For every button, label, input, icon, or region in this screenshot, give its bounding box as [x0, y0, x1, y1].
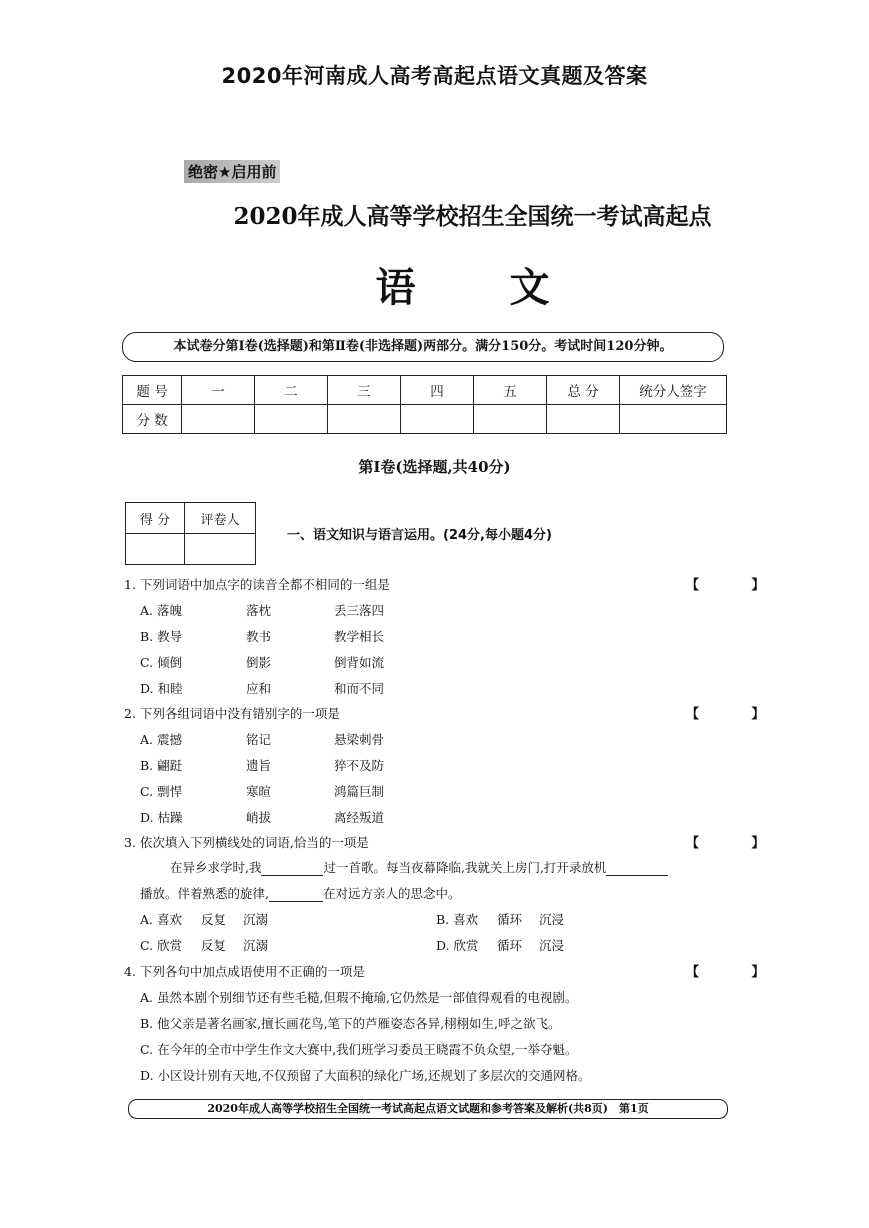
score-table-header-row: [123, 376, 727, 405]
q3-option-c-word1: C. 欣赏: [140, 938, 183, 953]
score-cell: 总 分: [547, 376, 620, 405]
score-cell: 题 号: [123, 376, 182, 405]
exam-notice: 本试卷分第Ⅰ卷(选择题)和第Ⅱ卷(非选择题)两部分。满分150分。考试时间120分钟。: [122, 332, 724, 362]
q3-option-d-word3: 沉浸: [539, 938, 565, 953]
q2-option-d-word2: 峭拔: [246, 810, 272, 825]
q3-blank-1[interactable]: [261, 860, 323, 876]
q2-option-b-word3: 猝不及防: [334, 758, 385, 773]
score-table: [122, 375, 727, 434]
grader-name-cell[interactable]: [185, 534, 256, 565]
q1-option-d-word3: 和而不同: [334, 681, 385, 696]
q3-passage-line1: [170, 858, 668, 876]
q2-option-a-word1: A. 震撼: [140, 732, 182, 747]
score-input-cell[interactable]: [620, 405, 727, 434]
score-input-cell[interactable]: [401, 405, 474, 434]
q3-blank-2[interactable]: [606, 860, 668, 876]
score-cell: 一: [182, 376, 255, 405]
grader-score-label: 得 分: [126, 503, 185, 534]
score-table-score-row: [123, 405, 727, 434]
q3-option-c-word2: 反复: [201, 938, 227, 953]
question-1-stem: 1. 下列词语中加点字的读音全都不相同的一组是: [124, 577, 390, 592]
score-input-cell[interactable]: [255, 405, 328, 434]
question-4-stem: 4. 下列各句中加点成语使用不正确的一项是: [124, 964, 365, 979]
q3-passage-line2: [140, 884, 461, 902]
question-2-stem: 2. 下列各组词语中没有错别字的一项是: [124, 706, 340, 721]
q1-option-d-word2: 应和: [246, 681, 272, 696]
answer-bracket-3[interactable]: 【 】: [686, 836, 789, 851]
q3-passage-part-d: 在对远方亲人的思念中。: [322, 886, 461, 901]
score-cell: 四: [401, 376, 474, 405]
q2-option-b-word1: B. 翩跹: [140, 758, 183, 773]
q3-option-b-word3: 沉浸: [539, 912, 565, 927]
subject-title: 语 文: [375, 264, 590, 311]
q1-option-c-word3: 倒背如流: [334, 655, 385, 670]
q1-option-b-word1: B. 教导: [140, 629, 183, 644]
q2-option-c-word3: 鸿篇巨制: [334, 784, 385, 799]
q3-blank-3[interactable]: [269, 886, 323, 902]
page-footer: 2020年成人高等学校招生全国统一考试高起点语文试题和参考答案及解析(共8页) 第1页: [128, 1099, 728, 1119]
score-input-cell[interactable]: [547, 405, 620, 434]
secret-mark: 绝密★启用前: [184, 160, 280, 183]
q2-option-c-word1: C. 剽悍: [140, 784, 183, 799]
grader-score-cell[interactable]: [126, 534, 185, 565]
q1-option-b-word2: 教书: [246, 629, 272, 644]
q2-option-b-word2: 遗旨: [246, 758, 272, 773]
q3-option-a-word3: 沉溺: [243, 912, 269, 927]
q1-option-d-word1: D. 和睦: [140, 681, 183, 696]
q3-passage-part-a: 在异乡求学时,我: [170, 860, 262, 875]
section1-title: 一、语文知识与语言运用。(24分,每小题4分): [287, 528, 552, 543]
q1-option-a-word3: 丢三落四: [334, 603, 385, 618]
q2-option-a-word2: 铭记: [246, 732, 272, 747]
q4-sentence-b: B. 他父亲是著名画家,擅长画花鸟,笔下的芦雁姿态各异,栩栩如生,呼之欲飞。: [140, 1016, 561, 1031]
q1-option-a-word2: 落枕: [246, 603, 272, 618]
score-input-cell[interactable]: [182, 405, 255, 434]
q2-option-a-word3: 悬梁刺骨: [334, 732, 385, 747]
q4-sentence-d: D. 小区设计别有天地,不仅预留了大面积的绿化广场,还规划了多层次的交通网格。: [140, 1068, 591, 1083]
answer-bracket-1[interactable]: 【 】: [686, 578, 789, 593]
score-cell: 二: [255, 376, 328, 405]
grader-table: [125, 502, 256, 565]
q4-sentence-a: A. 虽然本剧个别细节还有些毛糙,但瑕不掩瑜,它仍然是一部值得观看的电视剧。: [140, 990, 578, 1005]
score-cell: 五: [474, 376, 547, 405]
q3-option-b-word1: B. 喜欢: [436, 912, 479, 927]
answer-bracket-2[interactable]: 【 】: [686, 707, 789, 722]
grader-name-label: 评卷人: [185, 503, 256, 534]
q2-option-c-word2: 寒暄: [246, 784, 272, 799]
page-title: 2020年河南成人高考高起点语文真题及答案: [221, 64, 648, 88]
score-cell: 三: [328, 376, 401, 405]
score-cell: 统分人签字: [620, 376, 727, 405]
q3-option-d-word2: 循环: [497, 938, 523, 953]
q3-option-d-word1: D. 欣赏: [436, 938, 479, 953]
q1-option-b-word3: 教学相长: [334, 629, 385, 644]
q3-passage-part-c: 播放。伴着熟悉的旋律,: [140, 886, 269, 901]
q2-option-d-word1: D. 枯躁: [140, 810, 183, 825]
q3-option-b-word2: 循环: [497, 912, 523, 927]
q3-option-a-word2: 反复: [201, 912, 227, 927]
question-3-stem: 3. 依次填入下列横线处的词语,恰当的一项是: [124, 835, 369, 850]
score-input-cell[interactable]: [474, 405, 547, 434]
q1-option-a-word1: A. 落魄: [140, 603, 182, 618]
score-input-cell[interactable]: [328, 405, 401, 434]
q1-option-c-word1: C. 倾倒: [140, 655, 183, 670]
q3-passage-part-b: 过一首歌。每当夜幕降临,我就关上房门,打开录放机: [323, 860, 607, 875]
answer-bracket-4[interactable]: 【 】: [686, 965, 789, 980]
q3-option-a-word1: A. 喜欢: [140, 912, 182, 927]
exam-title: 2020年成人高等学校招生全国统一考试高起点: [233, 203, 712, 230]
q1-option-c-word2: 倒影: [246, 655, 272, 670]
part1-title: 第Ⅰ卷(选择题,共40分): [358, 458, 511, 476]
q4-sentence-c: C. 在今年的全市中学生作文大赛中,我们班学习委员王晓霞不负众望,一举夺魁。: [140, 1042, 578, 1057]
q2-option-d-word3: 离经叛道: [334, 810, 385, 825]
score-row-label: 分 数: [123, 405, 182, 434]
q3-option-c-word3: 沉溺: [243, 938, 269, 953]
